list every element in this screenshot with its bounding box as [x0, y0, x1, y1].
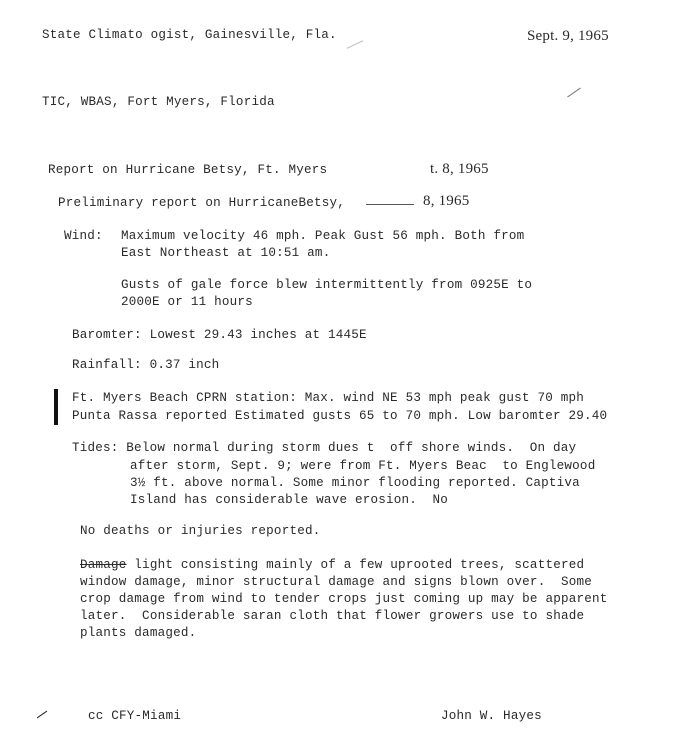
tides-line-1: Tides: Below normal during storm dues t off shore winds. On day: [72, 441, 577, 455]
damage-line-5: plants damaged.: [80, 626, 197, 640]
deaths-line: No deaths or injuries reported.: [80, 524, 321, 538]
gusts-line-2: 2000E or 11 hours: [121, 295, 253, 309]
tides-line-2: after storm, Sept. 9; were from Ft. Myers Beac to Englewood: [130, 459, 596, 473]
cc-line: cc CFY-Miami: [88, 709, 182, 723]
memo-date: Sept. 9, 1965: [527, 28, 609, 44]
beach-line-2: Punta Rassa reported Estimated gusts 65 to 70 mph. Low baromter 29.40: [72, 409, 608, 423]
pencil-mark: [347, 40, 364, 49]
wind-label: Wind:: [64, 229, 103, 243]
wind-line-1: Maximum velocity 46 mph. Peak Gust 56 mph. Both from: [121, 229, 525, 243]
barometer-line: Baromter: Lowest 29.43 inches at 1445E: [72, 328, 367, 342]
damage-line-1-text: light consisting mainly of a few uprooted trees, scattered: [126, 558, 585, 572]
margin-bar: [54, 389, 58, 425]
signature-line: John W. Hayes: [441, 709, 542, 723]
scribble-line: [366, 204, 414, 205]
rainfall-line: Rainfall: 0.37 inch: [72, 358, 220, 372]
to-line: TIC, WBAS, Fort Myers, Florida: [42, 95, 275, 109]
check-mark: [37, 711, 47, 719]
beach-line-1: Ft. Myers Beach CPRN station: Max. wind NE 53 mph peak gust 70 mph: [72, 391, 584, 405]
preliminary-line: Preliminary report on HurricaneBetsy,: [58, 196, 346, 210]
gusts-line-1: Gusts of gale force blew intermittently from 0925E to: [121, 278, 533, 292]
from-line: State Climato ogist, Gainesville, Fla.: [42, 28, 337, 42]
damage-struck-word: Damage: [80, 558, 127, 572]
damage-line-3: crop damage from wind to tender crops just coming up may be apparent: [80, 592, 608, 606]
damage-line-1: [80, 557, 584, 573]
pencil-tick: [567, 88, 581, 98]
report-title-date: t. 8, 1965: [430, 161, 489, 177]
tides-line-3: 3½ ft. above normal. Some minor flooding reported. Captiva: [130, 476, 580, 490]
damage-line-4: later. Considerable saran cloth that flower growers use to shade: [80, 609, 585, 623]
tides-line-4: Island has considerable wave erosion. No: [130, 493, 449, 507]
wind-line-2: East Northeast at 10:51 am.: [121, 246, 331, 260]
damage-line-2: window damage, minor structural damage and signs blown over. Some: [80, 575, 592, 589]
report-title: Report on Hurricane Betsy, Ft. Myers: [48, 163, 328, 177]
preliminary-date: 8, 1965: [423, 193, 470, 209]
